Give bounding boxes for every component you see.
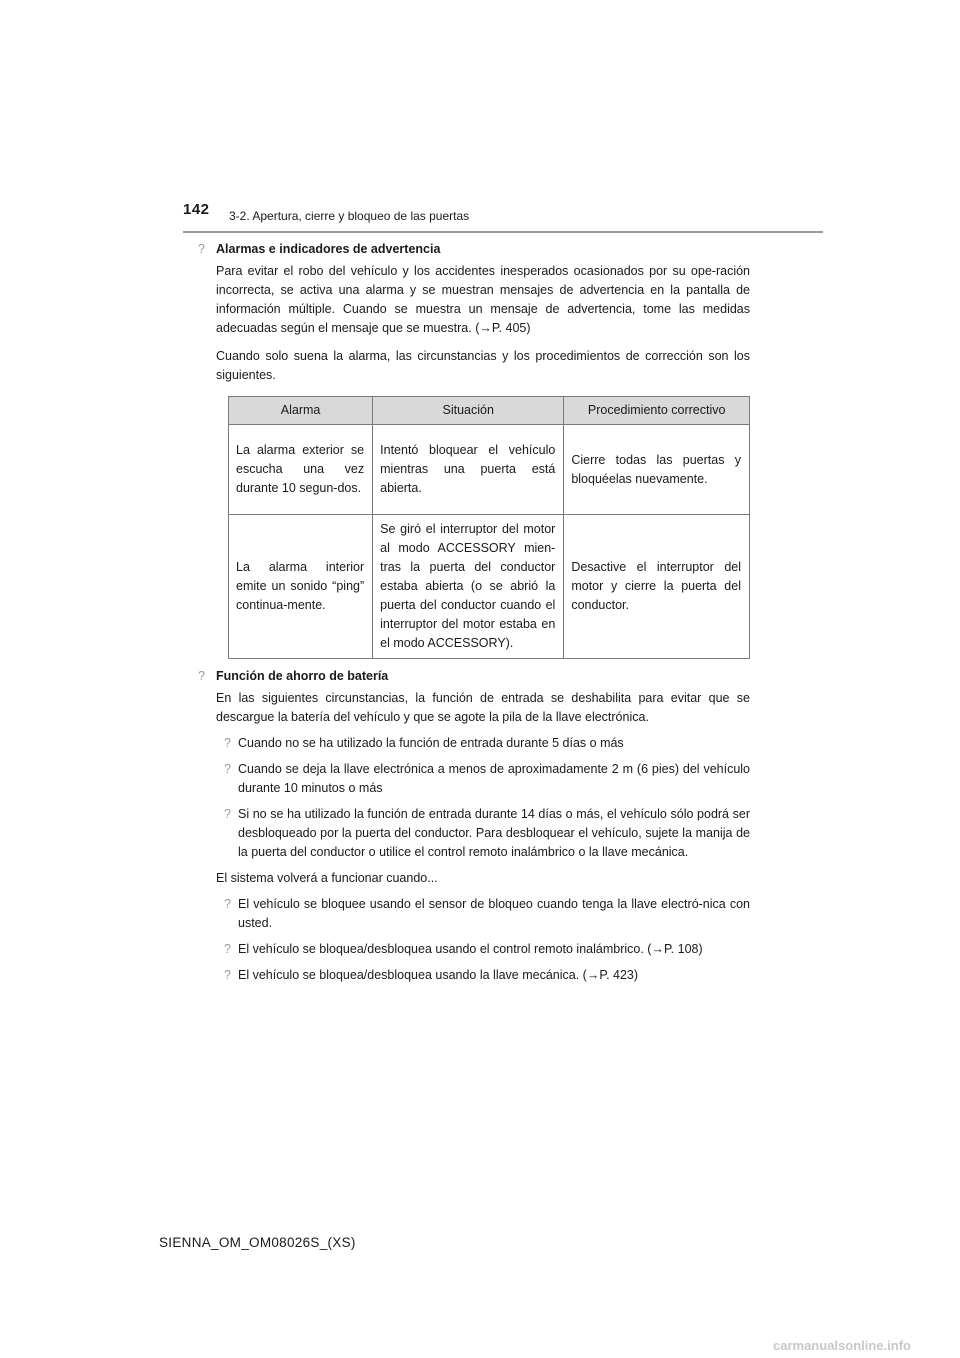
table-cell-procedure: Desactive el interruptor del motor y cierre la puerta del conductor. xyxy=(564,515,750,659)
bullet-marker: ? xyxy=(224,736,231,750)
list-item-text: El vehículo se bloquea/desbloquea usando el control remoto inalámbrico. (→P. 108) xyxy=(238,942,703,956)
table-cell-alarm: La alarma exterior se escucha una vez durante 10 segun-dos. xyxy=(229,425,373,515)
resume-text: El sistema volverá a funcionar cuando... xyxy=(216,871,438,885)
bullet-marker: ? xyxy=(198,242,205,256)
list-item-text: El vehículo se bloquee usando el sensor de bloqueo cuando tenga la llave electró-nica con usted. xyxy=(238,897,750,930)
battery-intro: En las siguientes circunstancias, la función de entrada se deshabilita para evitar que se descargue la batería del vehículo y que se agote la pila de la llave electrónica. xyxy=(216,691,750,724)
list-item-text: Si no se ha utilizado la función de entrada durante 14 días o más, el vehículo sólo podrá ser desbloqueado por la puerta del conductor. Para desbloquear el vehículo, sujete la manija de la puerta del conductor o utilice el control remoto inalámbrico o la llave mecánica. xyxy=(238,807,750,859)
list-item xyxy=(224,760,750,798)
watermark: carmanualsonline.info xyxy=(773,1338,911,1353)
alarms-paragraph-1: Para evitar el robo del vehículo y los accidentes inesperados ocasionados por su ope-ración incorrecta, se activa una alarma y se muestran mensajes de advertencia en la pantalla de información múltiple. Cuando se muestra un mensaje de advertencia, tome las medidas adecuadas según el mensaje que se muestra. (→P. 405) xyxy=(216,264,750,335)
table-header-procedure: Procedimiento correctivo xyxy=(564,397,750,425)
table-row xyxy=(229,425,750,515)
alarm-table xyxy=(228,396,750,659)
header-divider xyxy=(183,231,823,233)
list-item-text: Cuando se deja la llave electrónica a menos de aproximadamente 2 m (6 pies) del vehículo durante 10 minutos o más xyxy=(238,762,750,795)
table-header-situation: Situación xyxy=(373,397,564,425)
battery-heading xyxy=(200,667,750,686)
bullet-marker: ? xyxy=(224,762,231,776)
list-item-text: Cuando no se ha utilizado la función de entrada durante 5 días o más xyxy=(238,736,624,750)
table-cell-situation: Se giró el interruptor del motor al modo ACCESSORY mien-tras la puerta del conductor estaba abierta (o se abrió la puerta del conductor cuando el interruptor del motor estaba en el modo ACCESSORY). xyxy=(373,515,564,659)
table-cell-situation: Intentó bloquear el vehículo mientras una puerta está abierta. xyxy=(373,425,564,515)
battery-heading-text: Función de ahorro de batería xyxy=(216,669,389,683)
page-content xyxy=(200,240,750,985)
list-item xyxy=(224,940,750,959)
alarms-heading xyxy=(200,240,750,259)
table-row xyxy=(229,515,750,659)
alarms-heading-text: Alarmas e indicadores de advertencia xyxy=(216,242,441,256)
section-title: 3-2. Apertura, cierre y bloqueo de las puertas xyxy=(229,209,470,223)
table-header-row xyxy=(229,397,750,425)
bullet-marker: ? xyxy=(198,669,205,683)
battery-section xyxy=(200,667,750,985)
list-item xyxy=(224,734,750,753)
page-number: 142 xyxy=(183,201,210,218)
list-item-text: El vehículo se bloquea/desbloquea usando la llave mecánica. (→P. 423) xyxy=(238,968,639,982)
table-cell-alarm: La alarma interior emite un sonido “ping” continua-mente. xyxy=(229,515,373,659)
table-cell-procedure: Cierre todas las puertas y bloquéelas nuevamente. xyxy=(564,425,750,515)
list-item xyxy=(224,966,750,985)
bullet-marker: ? xyxy=(224,897,231,911)
footer-code: SIENNA_OM_OM08026S_(XS) xyxy=(159,1235,356,1250)
alarms-section xyxy=(200,240,750,659)
bullet-marker: ? xyxy=(224,942,231,956)
list-item xyxy=(224,805,750,862)
bullet-marker: ? xyxy=(224,968,231,982)
alarms-paragraph-2: Cuando solo suena la alarma, las circunstancias y los procedimientos de corrección son los siguientes. xyxy=(216,349,750,382)
page-header xyxy=(183,201,823,235)
list-item xyxy=(224,895,750,933)
table-header-alarm: Alarma xyxy=(229,397,373,425)
bullet-marker: ? xyxy=(224,807,231,821)
